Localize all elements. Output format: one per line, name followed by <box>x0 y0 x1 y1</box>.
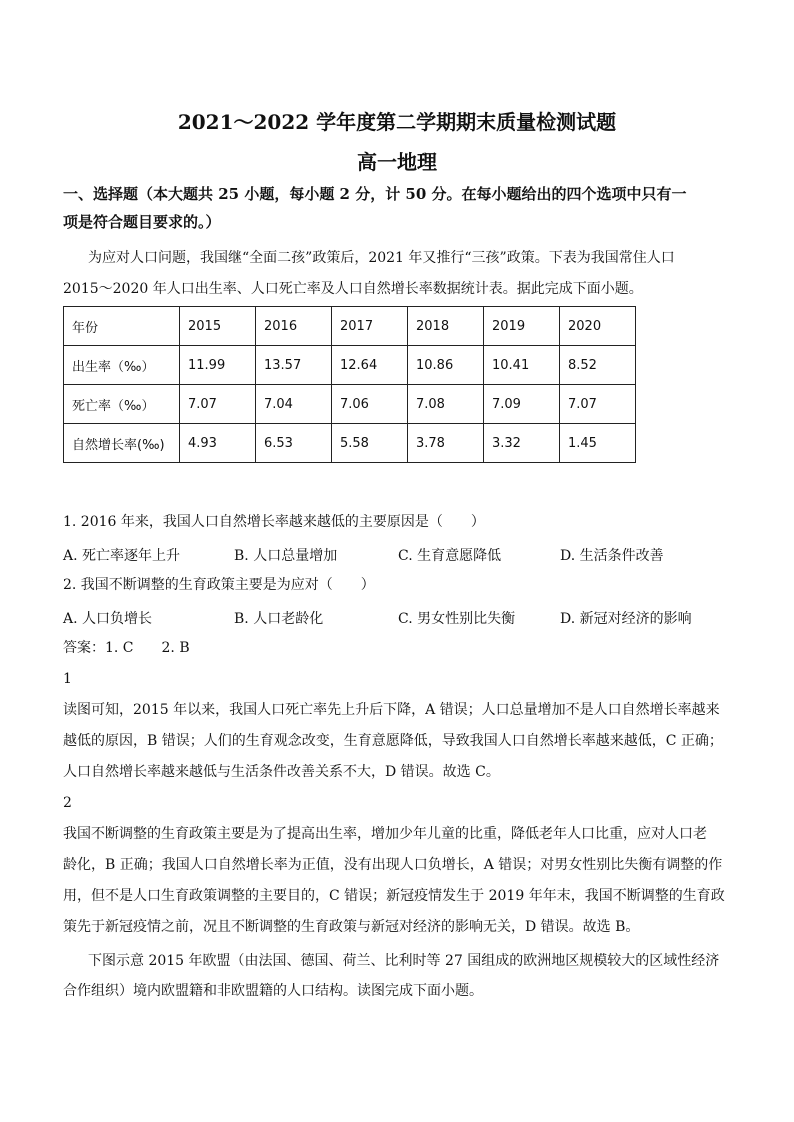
intro-line2: 2015～2020 年人口出生率、人口死亡率及人口自然增长率数据统计表。据此完成下面小题。 <box>63 281 643 297</box>
population-rate-table <box>63 306 636 463</box>
next-intro-line2: 合作组织）境内欧盟籍和非欧盟籍的人口结构。读图完成下面小题。 <box>63 983 483 999</box>
question-1-stem: 1. 2016 年来，我国人口自然增长率越来越低的主要原因是（ ） <box>63 514 485 530</box>
table-cell: 13.57 <box>256 346 332 385</box>
table-header-row <box>64 307 636 346</box>
table-row <box>64 385 636 424</box>
answer-line: 答案：1. C 2. B <box>63 640 190 656</box>
table-header-cell: 2020 <box>560 307 636 346</box>
explanation-1-line1: 读图可知，2015 年以来，我国人口死亡率先上升后下降，A 错误；人口总量增加不是人口自然增长率越来 <box>63 702 720 718</box>
table-header-cell: 2015 <box>180 307 256 346</box>
table-cell: 3.32 <box>484 424 560 463</box>
table-cell: 7.06 <box>332 385 408 424</box>
table-cell: 7.04 <box>256 385 332 424</box>
table-cell: 自然增长率(‰) <box>64 424 180 463</box>
question-2-stem: 2. 我国不断调整的生育政策主要是为应对（ ） <box>63 577 375 593</box>
table-cell: 7.08 <box>408 385 484 424</box>
explanation-1-line3: 人口自然增长率越来越低与生活条件改善关系不大，D 错误。故选 C。 <box>63 764 500 780</box>
table-cell: 7.07 <box>180 385 256 424</box>
question-2-option-c: C. 男女性别比失衡 <box>398 611 516 627</box>
table-cell: 1.45 <box>560 424 636 463</box>
table-cell: 8.52 <box>560 346 636 385</box>
explanation-2-line2: 龄化，B 正确；我国人口自然增长率为正值，没有出现人口负增长，A 错误；对男女性别比失衡有调整的作 <box>63 857 723 873</box>
table-row <box>64 346 636 385</box>
table-header-cell: 2016 <box>256 307 332 346</box>
question-1-option-c: C. 生育意愿降低 <box>398 548 502 564</box>
question-1-option-b: B. 人口总量增加 <box>234 548 338 564</box>
table-cell: 4.93 <box>180 424 256 463</box>
table-header-cell: 2017 <box>332 307 408 346</box>
table-cell: 12.64 <box>332 346 408 385</box>
table-cell: 死亡率（‰） <box>64 385 180 424</box>
table-header-cell: 2019 <box>484 307 560 346</box>
section-heading-line1: 一、选择题（本大题共 25 小题，每小题 2 分，计 50 分。在每小题给出的四个选项中只有一 <box>63 185 687 203</box>
section-heading-line2: 项是符合题目要求的。） <box>63 213 221 231</box>
question-2-option-a: A. 人口负增长 <box>63 611 153 627</box>
subject-title: 高一地理 <box>357 150 437 174</box>
explanation-1-number: 1 <box>63 671 72 687</box>
table-cell: 7.07 <box>560 385 636 424</box>
exam-title: 2021～2022 学年度第二学期期末质量检测试题 <box>177 110 617 134</box>
explanation-1-line2: 越低的原因，B 错误；人们的生育观念改变，生育意愿降低，导致我国人口自然增长率越来越低，C 正确； <box>63 733 723 749</box>
table-cell: 3.78 <box>408 424 484 463</box>
question-2-option-d: D. 新冠对经济的影响 <box>560 611 692 627</box>
question-1-option-a: A. 死亡率逐年上升 <box>63 548 181 564</box>
table-row <box>64 424 636 463</box>
next-intro-line1: 下图示意 2015 年欧盟（由法国、德国、荷兰、比利时等 27 国组成的欧洲地区规模较大的区域性经济 <box>88 953 720 969</box>
table-header-cell: 2018 <box>408 307 484 346</box>
table-cell: 出生率（‰） <box>64 346 180 385</box>
explanation-2-line3: 用，但不是人口生育政策调整的主要目的，C 错误；新冠疫情发生于 2019 年年末，我国不断调整的生育政 <box>63 888 725 904</box>
intro-line1: 为应对人口问题，我国继“全面二孩”政策后，2021 年又推行“三孩”政策。下表为我国常住人口 <box>88 250 675 266</box>
explanation-2-number: 2 <box>63 795 72 811</box>
table-header-cell: 年份 <box>64 307 180 346</box>
explanation-2-line1: 我国不断调整的生育政策主要是为了提高出生率，增加少年儿童的比重，降低老年人口比重，应对人口老 <box>63 826 707 842</box>
question-2-option-b: B. 人口老龄化 <box>234 611 324 627</box>
table-cell: 5.58 <box>332 424 408 463</box>
table-cell: 11.99 <box>180 346 256 385</box>
table-cell: 10.41 <box>484 346 560 385</box>
explanation-2-line4: 策先于新冠疫情之前，况且不断调整的生育政策与新冠对经济的影响无关，D 错误。故选 B。 <box>63 919 640 935</box>
table-cell: 7.09 <box>484 385 560 424</box>
table-cell: 10.86 <box>408 346 484 385</box>
question-1-option-d: D. 生活条件改善 <box>560 548 664 564</box>
table-cell: 6.53 <box>256 424 332 463</box>
